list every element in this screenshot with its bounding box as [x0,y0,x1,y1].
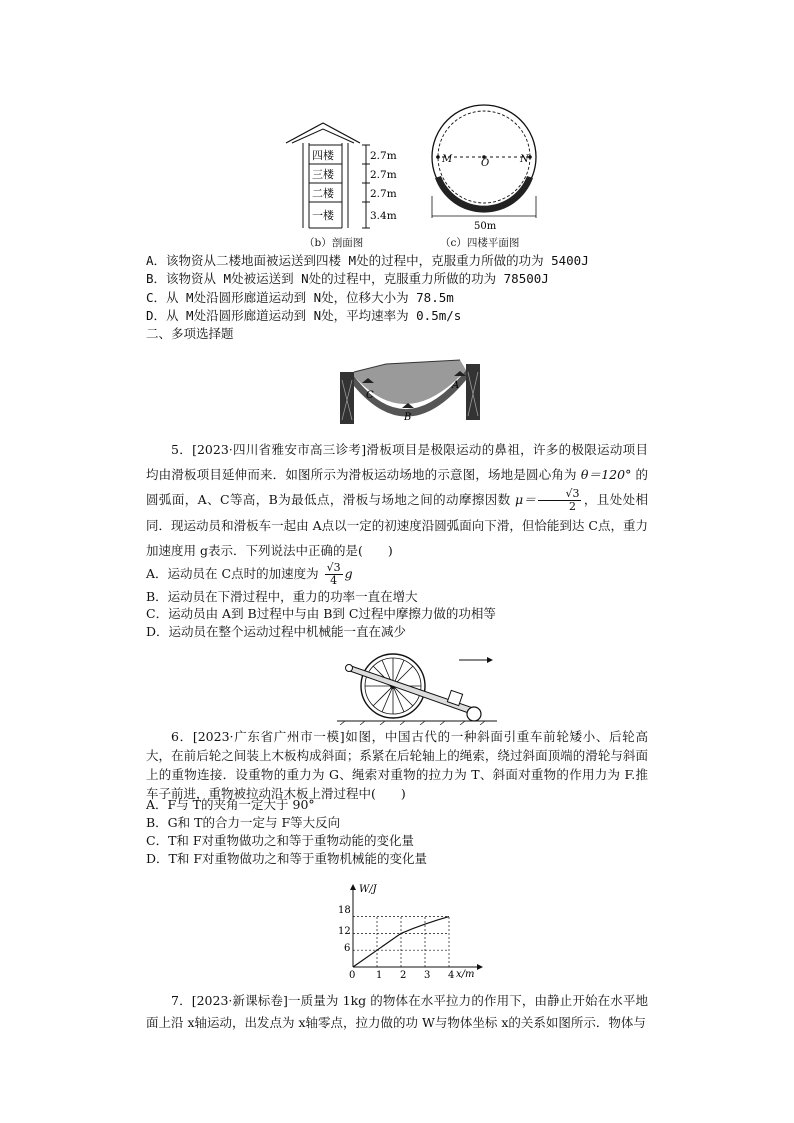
q5-option-a-post: g [344,566,353,581]
q5-stem [146,437,648,563]
skate-ramp-diagram [336,350,484,430]
point-n-label: N [520,154,529,165]
q5-theta: θ＝120° [580,467,632,482]
q5-text-1: 5．[2023·四川省雅安市高三诊考]滑板项目是极限运动的鼻祖，许多的极限运动项目均由滑板项目延伸而来．如图所示为滑板运动场地的示意图，场地是圆心角为 [146,442,648,482]
q6-option-c: C．T和 F对重物做功之和等于重物动能的变化量 [146,833,415,848]
y-axis-arrow [350,884,356,890]
q5-option-a-fraction [325,562,343,587]
floor-plan-diagram [424,96,548,236]
height-4-label: 2.7m [370,150,397,162]
q4-option-d: D．从 M处沿圆形廊道运动到 N处，平均速率为 0.5m/s [146,308,462,323]
q5-option-d: D．运动员在整个运动过程中机械能一直在减少 [146,624,407,639]
work-position-chart [330,880,490,980]
section-diagram [276,118,406,233]
q5-option-a [146,562,353,587]
x-axis-arrow [477,964,483,970]
y-tick-18: 18 [338,905,351,916]
q5-text-3: ，且处处相同．现运动员和滑板车一起由 A点以一定的初速度沿圆弧面向下滑，但恰能到达 C点，重力加速度用 g表示．下列说法中正确的是( ) [146,492,649,558]
floor-3-label: 三楼 [312,168,334,181]
section-title: 二、多项选择题 [146,326,234,341]
floor-2-label: 二楼 [312,187,334,200]
floor-4-label: 四楼 [312,149,334,162]
q5-mu: μ＝ [515,492,537,507]
y-tick-6: 6 [344,943,351,954]
q6-option-b: B．G和 T的合力一定与 F等大反向 [146,815,341,830]
q5-option-a-pre: A．运动员在 C点时的加速度为 [146,566,319,581]
q4-option-b: B．该物资从 M处被运送到 N处的过程中，克服重力所做的功为 78500J [146,271,549,286]
diameter-label: 50m [474,221,497,232]
q5-mu-fraction [538,488,581,513]
x-tick-0: 0 [349,970,356,980]
chart-grid [353,917,449,967]
point-c-label: C [366,390,374,401]
height-1-label: 3.4m [370,210,397,222]
x-tick-2: 2 [400,970,407,980]
q5-option-a-num: √3 [326,561,341,574]
point-a-label: A [452,380,460,391]
height-3-label: 2.7m [370,169,397,181]
floor-1-label: 一楼 [312,209,334,222]
incline-cart-diagram [337,650,497,725]
q4-option-a: A．该物资从二楼地面被运送到四楼 M处的过程中，克服重力所做的功为 5400J [146,253,589,268]
fig-b-caption: （b）剖面图 [304,237,364,249]
x-tick-4: 4 [448,970,455,980]
y-tick-12: 12 [338,926,351,937]
q5-mu-den: 2 [568,500,576,513]
q6-stem: 6．[2023·广东省广州市一模]如图，中国古代的一种斜面引重车前轮矮小、后轮高大，在前后轮之间装上木板构成斜面；系紧在后轮轴上的绳索，绕过斜面顶端的滑轮与斜面上的重物连接．设重物的重力为 G、绳索对重物的拉力为 T、斜面对重物的作用力为 F.推车子前进，重物被拉动沿木板上滑过程中( ) [146,729,648,801]
q4-option-c: C．从 M处沿圆形廊道运动到 N处，位移大小为 78.5m [146,290,454,305]
point-b-label: B [404,412,412,423]
x-tick-1: 1 [376,970,383,980]
y-axis-label: W/J [359,884,377,895]
q7-stem: 7．[2023·新课标卷]一质量为 1kg 的物体在水平拉力的作用下，由静止开始在水平地面上沿 x轴运动，出发点为 x轴零点，拉力做的功 W与物体坐标 x的关系如图所示．物体与 [146,993,648,1030]
q5-mu-num: √3 [538,488,581,501]
point-m-label: M [442,154,453,165]
q6-option-d: D．T和 F对重物做功之和等于重物机械能的变化量 [146,851,428,866]
q5-text-2: 的圆弧面，A、C等高，B为最低点，滑板与场地之间的动摩擦因数 [146,467,649,507]
point-o-label: O [481,158,490,169]
fig-c-caption: （c）四楼平面图 [440,237,520,249]
q6-option-a: A．F与 T的夹角一定大于 90° [146,797,315,812]
q5-option-a-den: 4 [330,574,338,587]
q5-option-c: C．运动员由 A到 B过程中与由 B到 C过程中摩擦力做的功相等 [146,606,496,621]
x-axis-label: x/m [456,969,475,980]
height-2-label: 2.7m [370,188,397,200]
q5-option-b: B．运动员在下滑过程中，重力的功率一直在增大 [146,589,418,604]
x-tick-3: 3 [424,970,431,980]
